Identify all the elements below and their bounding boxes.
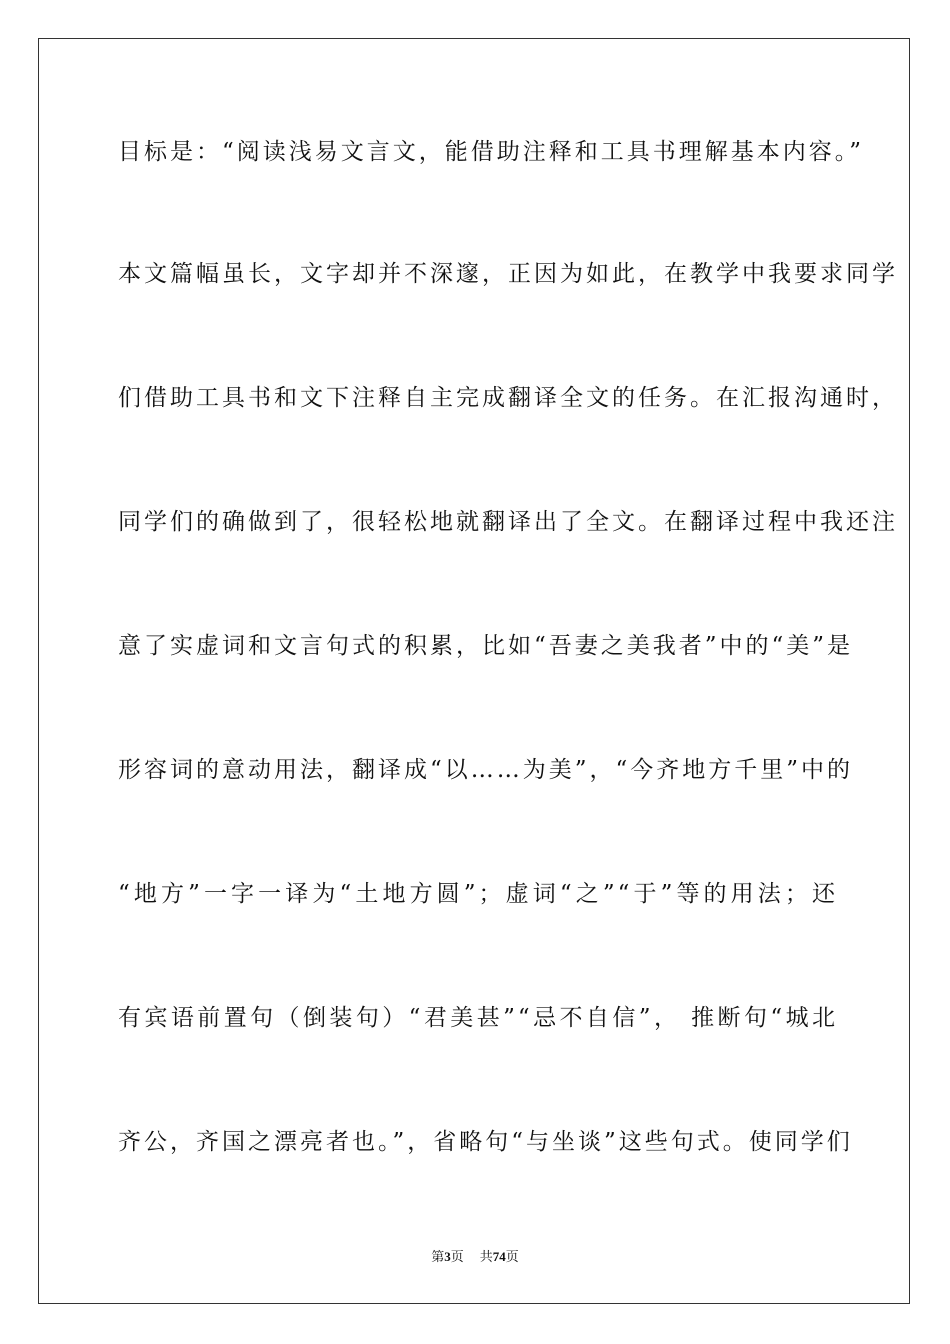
text-line: 形容词的意动用法，翻译成“以……为美”，“今齐地方千里”中的 (118, 757, 854, 783)
text-line: 们借助工具书和文下注释自主完成翻译全文的任务。在汇报沟通时， (118, 385, 898, 411)
text-line: 齐公，齐国之漂亮者也。”，省略句“与坐谈”这些句式。使同学们 (118, 1129, 853, 1155)
page-prefix: 第 (431, 1250, 445, 1265)
page-footer (0, 1247, 950, 1267)
text-line: 有宾语前置句（倒装句）“君美甚”“忌不自信”， 推断句“城北 (118, 1005, 838, 1031)
total-pages: 74 (492, 1249, 506, 1264)
text-line: “地方”一字一译为“土地方圆”；虚词“之”“于”等的用法；还 (118, 881, 838, 907)
text-line: 同学们的确做到了，很轻松地就翻译出了全文。在翻译过程中我还注 (118, 509, 898, 535)
text-line: 意了实虚词和文言句式的积累，比如“吾妻之美我者”中的“美”是 (118, 633, 854, 659)
total-prefix: 共 (479, 1250, 493, 1265)
page-border (38, 38, 910, 1304)
page-suffix: 页 (450, 1250, 464, 1265)
total-suffix: 页 (505, 1250, 519, 1265)
text-line: 目标是：“阅读浅易文言文，能借助注释和工具书理解基本内容。” (118, 139, 865, 165)
page-number: 3 (444, 1249, 451, 1264)
text-line: 本文篇幅虽长，文字却并不深邃，正因为如此，在教学中我要求同学 (118, 261, 898, 287)
